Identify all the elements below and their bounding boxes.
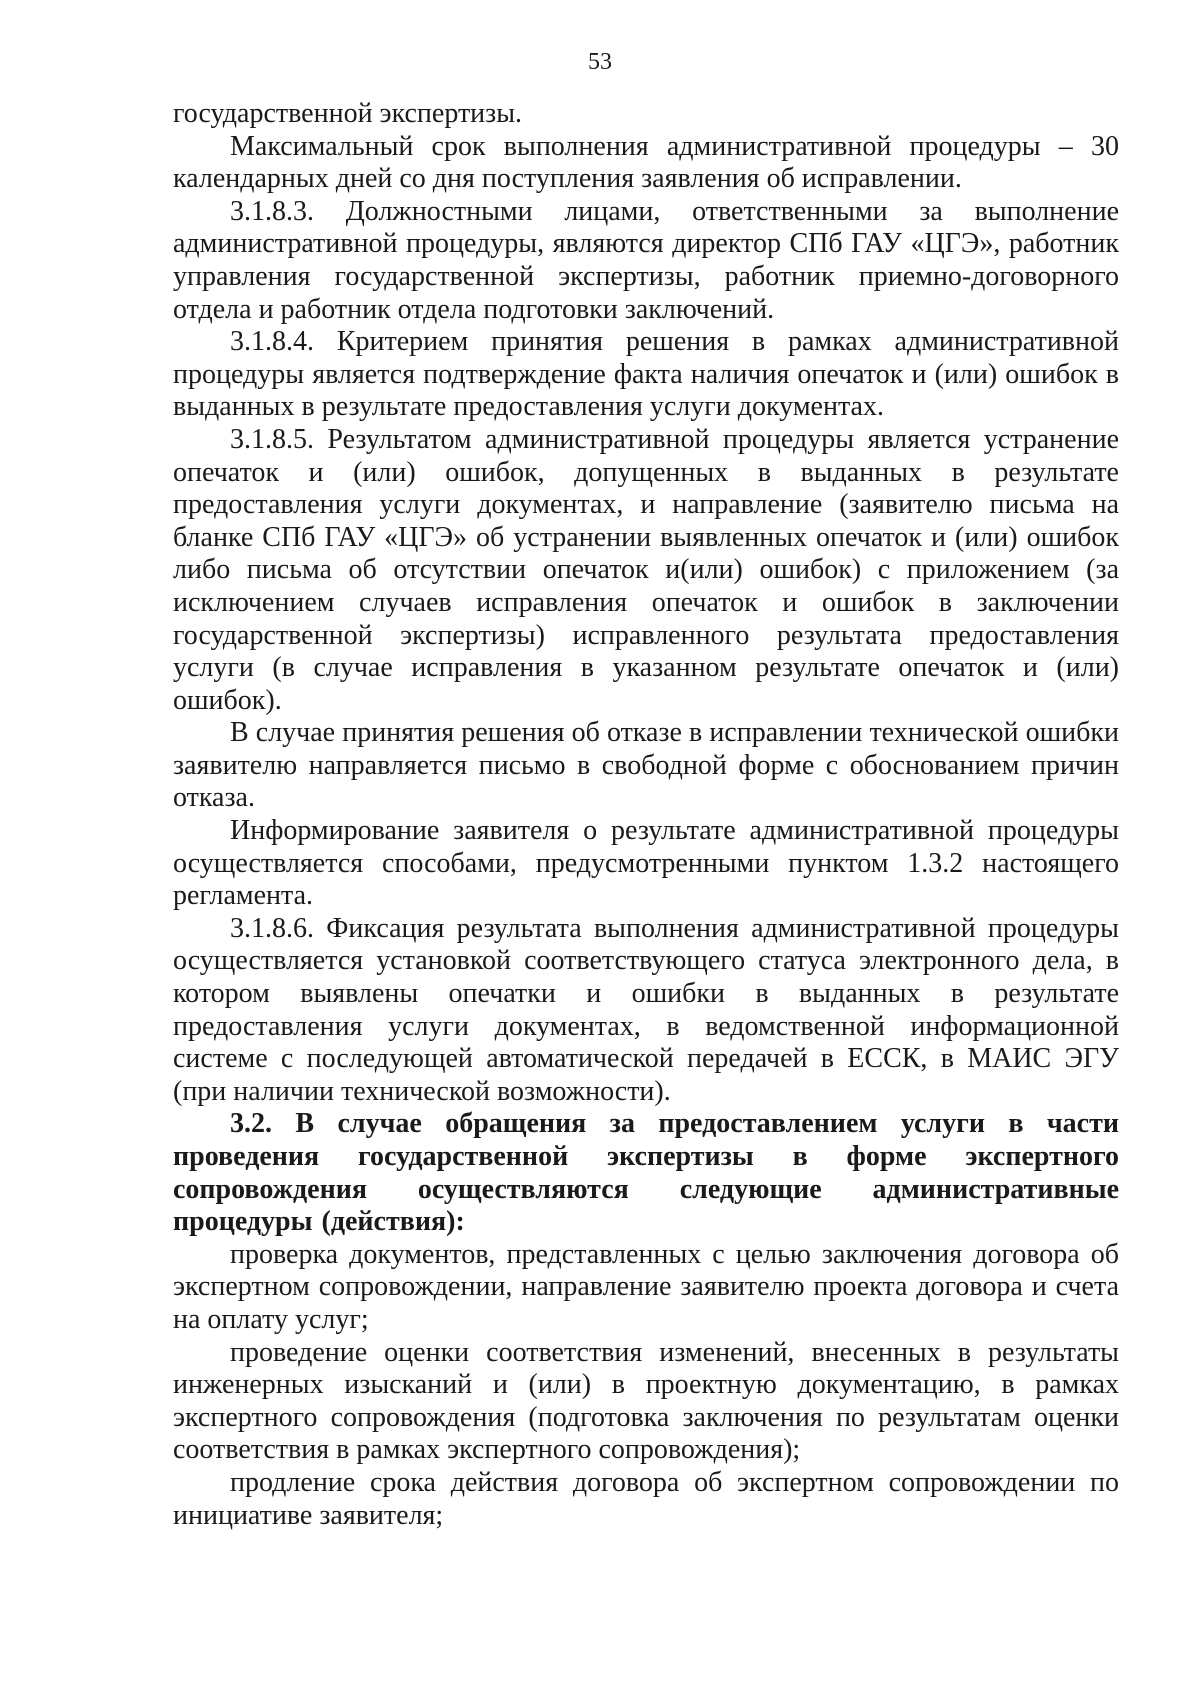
paragraph-max-term: Максимальный срок выполнения административной процедуры – 30 календарных дней со дня поступления заявления об исправлении. xyxy=(173,130,1119,195)
paragraph-compliance-assessment: проведение оценки соответствия изменений, внесенных в результаты инженерных изысканий и (или) в проектную документацию, в рамках экспертного сопровождения (подготовка заключения по результатам оценки соответствия в рамках экспертного сопровождения); xyxy=(173,1336,1119,1466)
paragraph-3-1-8-6: 3.1.8.6. Фиксация результата выполнения административной процедуры осуществляется установкой соответствующего статуса электронного дела, в котором выявлены опечатки и ошибки в выданных в результате предоставления услуги документах, в ведомственной информационной системе с последующей автоматической передачей в ЕССК, в МАИС ЭГУ (при наличии технической возможности). xyxy=(173,912,1119,1107)
paragraph-3-1-8-3: 3.1.8.3. Должностными лицами, ответственными за выполнение административной процедуры, являются директор СПб ГАУ «ЦГЭ», работник управления государственной экспертизы, работник приемно-договорного отдела и работник отдела подготовки заключений. xyxy=(173,195,1119,325)
paragraph-continuation: государственной экспертизы. xyxy=(173,98,523,129)
paragraph-3-1-8-4: 3.1.8.4. Критерием принятия решения в рамках административной процедуры является подтверждение факта наличия опечаток и (или) ошибок в выданных в результате предоставления услуги документах. xyxy=(173,326,1119,423)
document-body xyxy=(173,98,1119,1532)
paragraph-contract-extension: продление срока действия договора об экспертном сопровождении по инициативе заявителя; xyxy=(173,1466,1119,1531)
paragraph-3-1-8-5: 3.1.8.5. Результатом административной процедуры является устранение опечаток и (или) ошибок, допущенных в выданных в результате предоставления услуги документах, и направление (заявителю письма на бланке СПб ГАУ «ЦГЭ» об устранении выявленных опечаток и (или) ошибок либо письма об отсутствии опечаток и(или) ошибок) с приложением (за исключением случаев исправления опечаток и ошибок в заключении государственной экспертизы) исправленного результата предоставления услуги (в случае исправления в указанном результате опечаток и (или) ошибок). xyxy=(173,423,1119,716)
paragraph-document-check: проверка документов, представленных с целью заключения договора об экспертном сопровождении, направление заявителю проекта договора и счета на оплату услуг; xyxy=(173,1238,1119,1335)
paragraph-refusal-case: В случае принятия решения об отказе в исправлении технической ошибки заявителю направляется письмо в свободной форме с обоснованием причин отказа. xyxy=(173,717,1119,814)
paragraph-informing: Информирование заявителя о результате административной процедуры осуществляется способами, предусмотренными пунктом 1.3.2 настоящего регламента. xyxy=(173,815,1119,912)
section-heading-3-2: 3.2. В случае обращения за предоставлением услуги в части проведения государственной экспертизы в форме экспертного сопровождения осуществляются следующие административные процедуры (действия): xyxy=(173,1108,1119,1238)
page-number: 53 xyxy=(588,49,612,75)
